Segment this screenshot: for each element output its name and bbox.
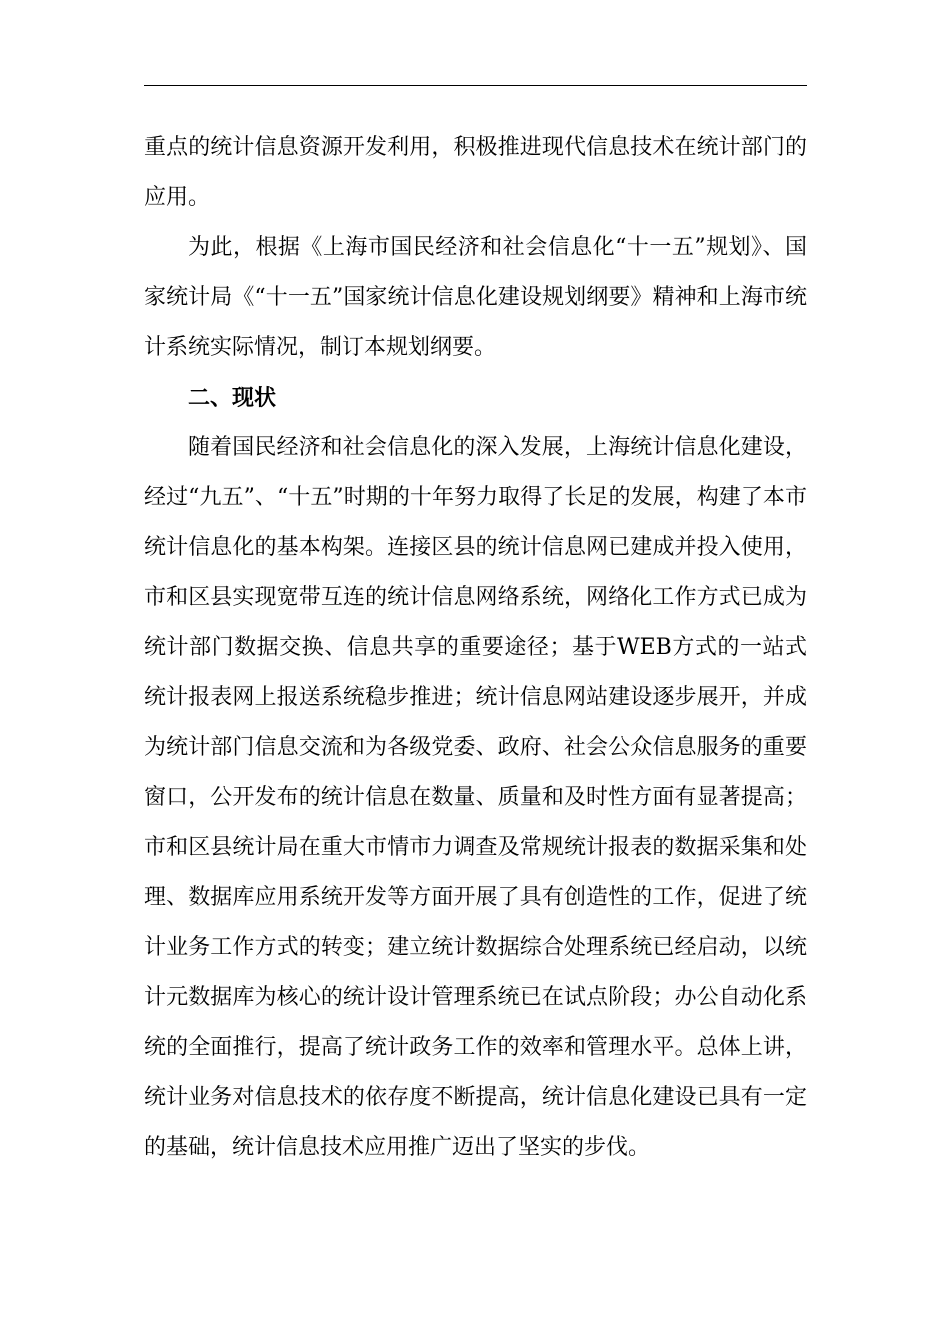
- paragraph-continuation: 重点的统计信息资源开发利用，积极推进现代信息技术在统计部门的应用。: [144, 135, 807, 210]
- paragraph-status: 随着国民经济和社会信息化的深入发展，上海统计信息化建设，经过“九五”、“十五”时期的十年努力取得了长足的发展，构建了本市统计信息化的基本构架。连接区县的统计信息网已建成并投入使用，市和区县实现宽带互连的统计信息网络系统，网络化工作方式已成为统计部门数据交换、信息共享的重要途径；基于WEB方式的一站式统计报表网上报送系统稳步推进；统计信息网站建设逐步展开，并成为统计部门信息交流和为各级党委、政府、社会公众信息服务的重要窗口，公开发布的统计信息在数量、质量和及时性方面有显著提高；市和区县统计局在重大市情市力调查及常规统计报表的数据采集和处理、数据库应用系统开发等方面开展了具有创造性的工作，促进了统计业务工作方式的转变；建立统计数据综合处理系统已经启动，以统计元数据库为核心的统计设计管理系统已在试点阶段；办公自动化系统的全面推行，提高了统计政务工作的效率和管理水平。总体上讲，统计业务对信息技术的依存度不断提高，统计信息化建设已具有一定的基础，统计信息技术应用推广迈出了坚实的步伐。: [144, 435, 807, 1160]
- header-rule: [144, 85, 807, 86]
- paragraph-basis: 为此，根据《上海市国民经济和社会信息化“十一五”规划》、国家统计局《“十一五”国家统计信息化建设规划纲要》精神和上海市统计系统实际情况，制订本规划纲要。: [144, 235, 807, 360]
- document-body: [144, 123, 807, 1173]
- section-heading-status: 二、现状: [188, 385, 277, 411]
